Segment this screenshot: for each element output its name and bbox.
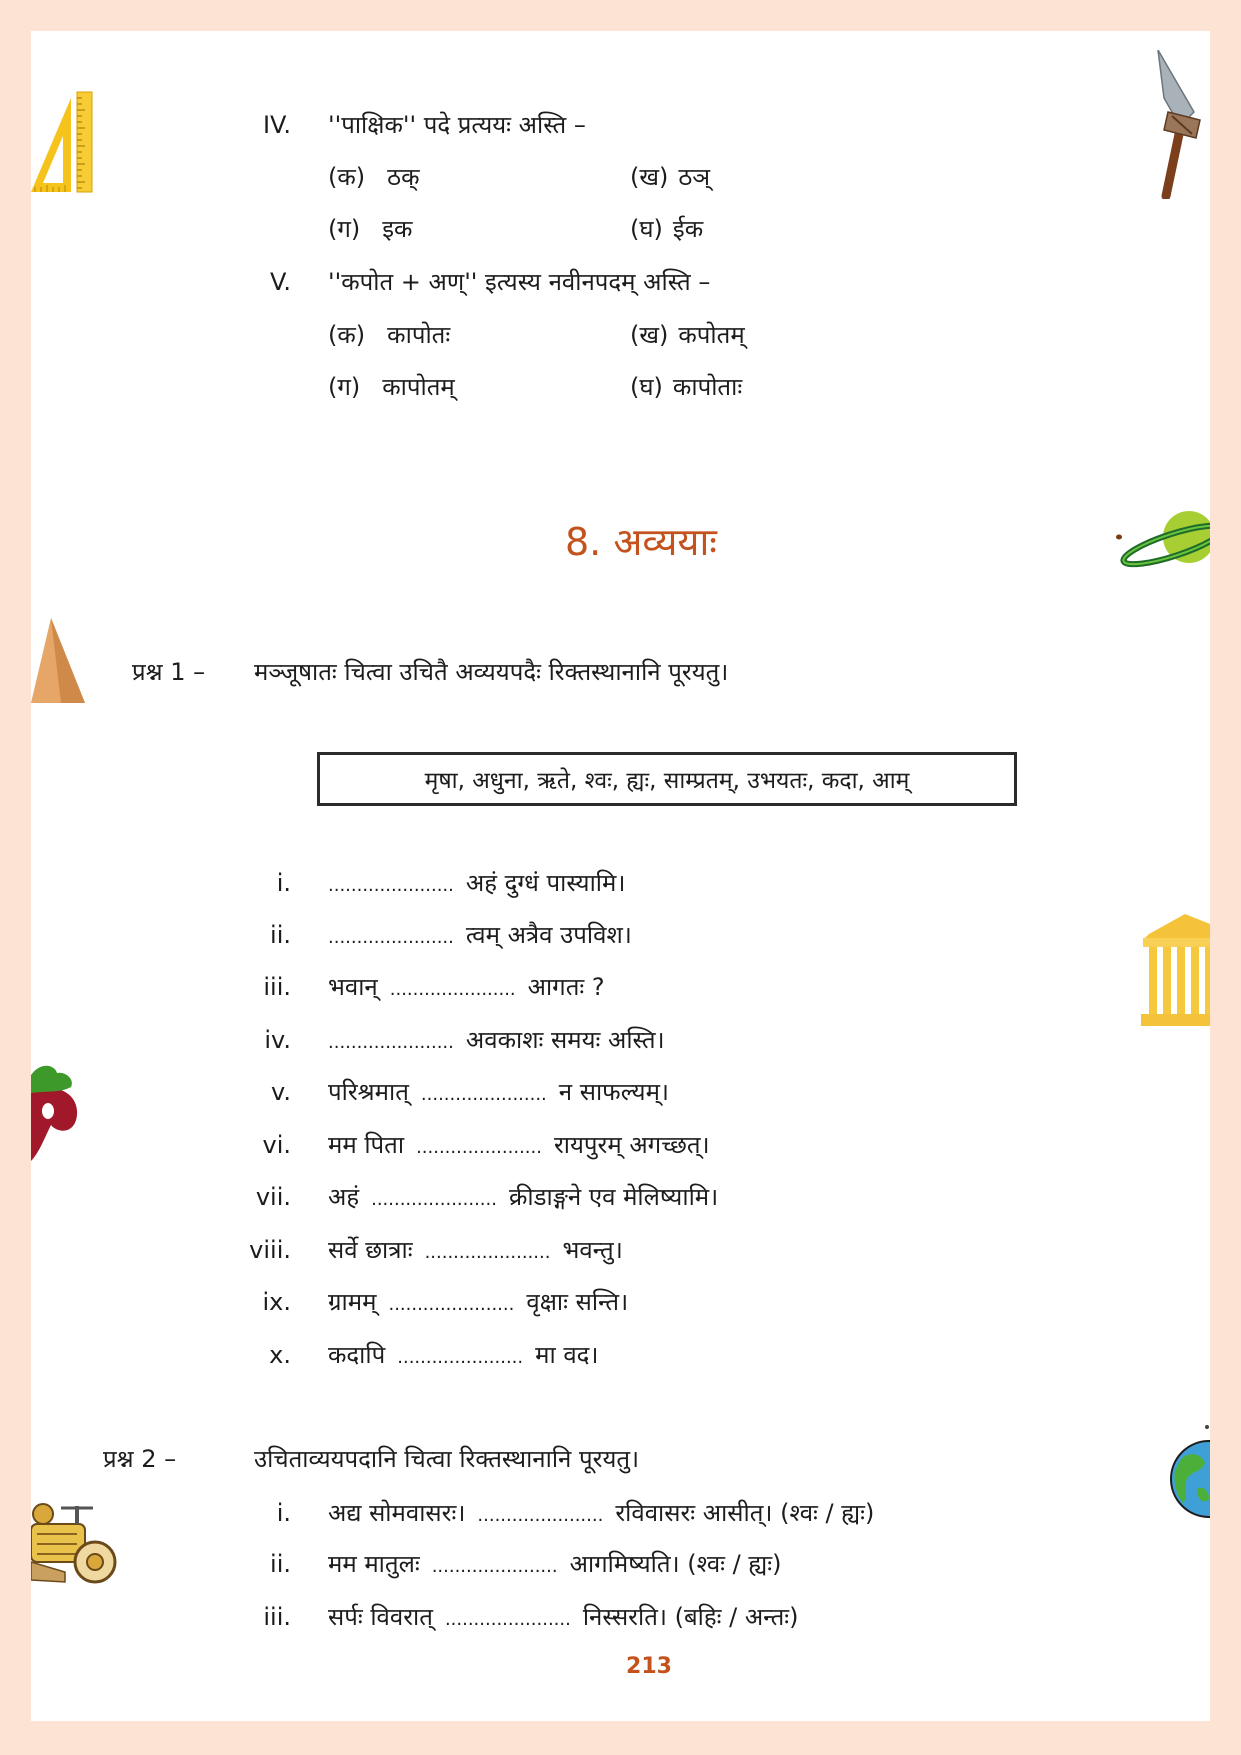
options-row: [31, 371, 1210, 403]
q1-item: [31, 867, 1210, 899]
q2-item: [31, 1497, 1210, 1529]
q2-item: [31, 1601, 1210, 1633]
item-after: अहं दुग्धं पास्यामि।: [465, 869, 626, 897]
option-text: कपोतम्: [678, 321, 745, 349]
item-after: त्वम् अत्रैव उपविश।: [465, 921, 632, 949]
item-after: भवन्तु।: [562, 1236, 623, 1264]
item-text: [328, 1548, 781, 1583]
fill-blank: ......................: [371, 1189, 497, 1210]
item-after: अवकाशः समयः अस्ति।: [465, 1026, 665, 1054]
option-label: (ग): [328, 373, 361, 401]
item-before: ग्रामम्: [328, 1288, 377, 1316]
q1-item: [31, 919, 1210, 951]
option-ga: [328, 213, 412, 245]
q2-label: प्रश्न 2 –: [103, 1445, 177, 1473]
fill-blank: ......................: [424, 1242, 551, 1263]
option-label: (घ): [630, 373, 663, 401]
textbook-page: [31, 31, 1210, 1721]
q1-item: [31, 971, 1210, 1003]
item-text: [328, 1234, 623, 1269]
options-row: [31, 319, 1210, 351]
item-number: iii.: [263, 973, 291, 1001]
item-text: [328, 1024, 665, 1059]
item-before: सर्पः विवरात्: [328, 1603, 433, 1631]
question-iv: [31, 109, 1210, 141]
option-label: (ग): [328, 215, 361, 243]
q1-item: [31, 1234, 1210, 1266]
q1-item: [31, 1129, 1210, 1161]
item-number: v.: [271, 1078, 291, 1106]
item-after: वृक्षाः सन्ति।: [526, 1288, 629, 1316]
item-number: viii.: [249, 1236, 291, 1264]
q1-label: प्रश्न 1 –: [132, 658, 206, 686]
fill-blank: ......................: [397, 1347, 524, 1368]
option-ga: [328, 371, 455, 403]
item-number: ix.: [262, 1288, 291, 1316]
item-text: [328, 1601, 798, 1636]
q1-header: [31, 656, 1210, 688]
item-before: परिश्रमात्: [328, 1078, 409, 1106]
question-text: ''कपोत + अण्'' इत्यस्य नवीनपदम् अस्ति –: [328, 268, 711, 296]
question-v: [31, 266, 1210, 298]
option-label: (ख): [630, 163, 669, 191]
item-after: आगतः ?: [527, 973, 605, 1001]
fill-blank: ......................: [420, 1084, 547, 1105]
item-text: [328, 919, 632, 954]
option-text: कापोतम्: [382, 373, 455, 401]
saturn-icon: [1113, 507, 1210, 569]
option-ka: [328, 319, 450, 351]
item-before: अद्य सोमवासरः।: [328, 1499, 466, 1527]
option-text: ईक: [672, 215, 704, 243]
q1-item: [31, 1024, 1210, 1056]
option-label: (ख): [630, 321, 669, 349]
q1-item: [31, 1339, 1210, 1371]
q2-header: [31, 1443, 1210, 1475]
item-after: मा वद।: [535, 1341, 599, 1369]
option-label: (घ): [630, 215, 663, 243]
option-text: इक: [382, 215, 413, 243]
option-text: कापोतः: [387, 321, 451, 349]
option-text: ठञ्: [678, 163, 711, 191]
fill-blank: ......................: [328, 875, 454, 896]
item-before: मम मातुलः: [328, 1550, 420, 1578]
word-box: मृषा, अधुना, ऋते, श्वः, ह्यः, साम्प्रतम्, उभयतः, कदा, आम्: [317, 752, 1017, 806]
item-number: vi.: [262, 1131, 291, 1159]
item-before: भवान्: [328, 973, 378, 1001]
option-label: (क): [328, 163, 366, 191]
option-kha: [630, 319, 745, 351]
item-number: iii.: [263, 1603, 291, 1631]
item-after: रायपुरम् अगच्छत्।: [553, 1131, 710, 1159]
item-before: अहं: [328, 1183, 360, 1211]
q1-item: [31, 1286, 1210, 1318]
option-text: कापोताः: [672, 373, 743, 401]
item-after: रविवासरः आसीत्। (श्वः / ह्यः): [615, 1499, 875, 1527]
item-after: निस्सरति। (बहिः / अन्तः): [582, 1603, 799, 1631]
item-number: x.: [269, 1341, 291, 1369]
item-after: आगमिष्यति। (श्वः / ह्यः): [569, 1550, 782, 1578]
item-number: i.: [276, 1499, 291, 1527]
q2-item: [31, 1548, 1210, 1580]
item-number: iv.: [264, 1026, 291, 1054]
item-number: i.: [276, 869, 291, 897]
item-text: [328, 1339, 599, 1374]
option-ka: [328, 161, 420, 193]
question-number: V.: [270, 268, 291, 296]
item-after: न साफल्यम्।: [558, 1078, 670, 1106]
fill-blank: ......................: [444, 1609, 571, 1630]
option-kha: [630, 161, 710, 193]
item-number: vii.: [255, 1183, 291, 1211]
item-text: [328, 1497, 874, 1532]
chapter-title: 8. अव्ययाः: [565, 520, 717, 564]
option-label: (क): [328, 321, 366, 349]
fill-blank: ......................: [388, 1294, 515, 1315]
item-number: ii.: [270, 1550, 291, 1578]
item-text: [328, 1286, 628, 1321]
options-row: [31, 213, 1210, 245]
q1-item: [31, 1076, 1210, 1108]
item-text: [328, 1129, 710, 1164]
fill-blank: ......................: [431, 1556, 558, 1577]
item-before: मम पिता: [328, 1131, 405, 1159]
fill-blank: ......................: [416, 1137, 542, 1158]
options-row: [31, 161, 1210, 193]
item-text: [328, 1181, 718, 1216]
question-number: IV.: [262, 111, 291, 139]
item-text: [328, 971, 605, 1006]
option-gha: [630, 371, 742, 403]
fill-blank: ......................: [328, 927, 454, 948]
option-text: ठक्: [387, 163, 420, 191]
fill-blank: ......................: [477, 1505, 604, 1526]
page-number: 213: [626, 1654, 672, 1679]
item-number: ii.: [270, 921, 291, 949]
q1-item: [31, 1181, 1210, 1213]
item-text: [328, 1076, 669, 1111]
option-gha: [630, 213, 703, 245]
fill-blank: ......................: [389, 979, 516, 1000]
item-after: क्रीडाङ्गने एव मेलिष्यामि।: [508, 1183, 719, 1211]
question-text: ''पाक्षिक'' पदे प्रत्ययः अस्ति –: [328, 111, 586, 139]
fill-blank: ......................: [328, 1032, 454, 1053]
item-before: कदापि: [328, 1341, 386, 1369]
item-before: सर्वे छात्राः: [328, 1236, 413, 1264]
q2-instruction: उचिताव्ययपदानि चित्वा रिक्तस्थानानि पूरयतु।: [254, 1445, 640, 1473]
item-text: [328, 867, 625, 902]
q1-instruction: मञ्जूषातः चित्वा उचितै अव्ययपदैः रिक्तस्थानानि पूरयतु।: [254, 658, 729, 686]
